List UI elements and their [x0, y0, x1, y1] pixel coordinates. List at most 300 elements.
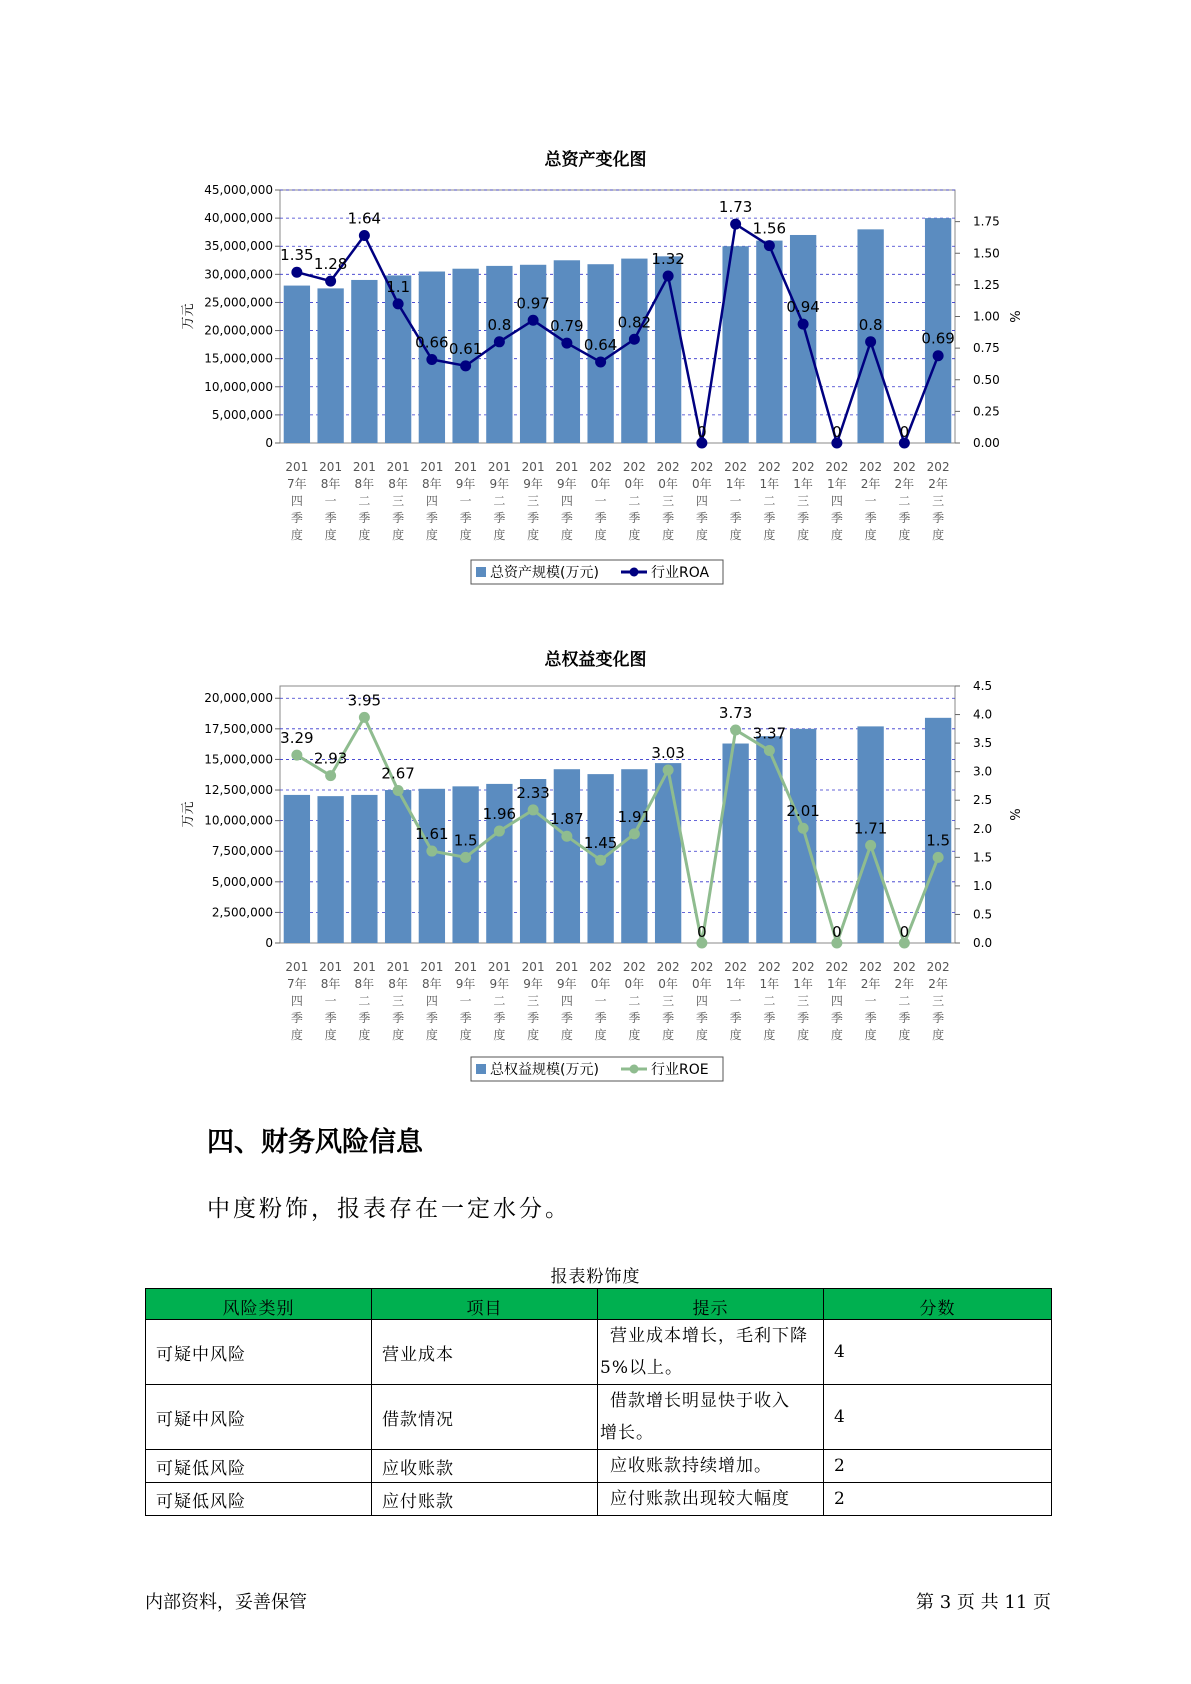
x-tick-label: 7年	[287, 977, 307, 991]
x-tick-label: 度	[527, 528, 540, 542]
x-tick-label: 201	[285, 960, 309, 974]
y2-tick-label: 4.0	[973, 707, 993, 722]
tip-cell	[598, 1483, 824, 1516]
bar	[284, 286, 310, 443]
x-tick-label: 度	[695, 1028, 708, 1042]
x-tick-label: 8年	[388, 977, 408, 991]
tip-cell	[598, 1450, 824, 1483]
data-point	[865, 336, 876, 347]
y-axis-title: 万元	[181, 303, 196, 330]
legend-line-label: 行业ROA	[651, 565, 710, 581]
tip-line-1: 应收账款持续增加。	[610, 1456, 772, 1476]
y2-tick-label: 1.0	[973, 878, 993, 893]
x-tick-label: 202	[622, 960, 646, 974]
table-row	[146, 1450, 1052, 1483]
legend-bar-swatch	[476, 567, 486, 577]
x-tick-label: 9年	[489, 977, 510, 991]
data-label: 0.8	[858, 315, 883, 334]
data-label: 0.79	[550, 317, 584, 336]
x-tick-label: 202	[724, 460, 748, 474]
x-tick-label: 度	[898, 1028, 911, 1042]
y2-tick-label: 2.0	[973, 821, 993, 836]
x-tick-label: 202	[892, 960, 916, 974]
x-tick-label: 度	[763, 528, 776, 542]
x-tick-label: 1年	[793, 477, 813, 491]
x-tick-label: 度	[425, 528, 438, 542]
tip-line-1: 应付账款出现较大幅度	[610, 1489, 790, 1509]
x-tick-label: 一	[324, 994, 337, 1008]
table-row	[146, 1320, 1052, 1385]
x-tick-label: 9年	[455, 477, 476, 491]
bar	[621, 769, 647, 943]
x-tick-label: 二	[493, 494, 506, 508]
x-tick-label: 1年	[827, 477, 847, 491]
legend-bar-label: 总权益规模(万元)	[490, 1062, 599, 1078]
x-tick-label: 201	[352, 460, 376, 474]
x-tick-label: 202	[589, 460, 613, 474]
data-point	[494, 336, 505, 347]
legend-bar-label: 总资产规模(万元)	[490, 565, 599, 581]
data-label: 0.8	[487, 315, 512, 334]
x-tick-label: 201	[555, 460, 579, 474]
data-label: 0	[899, 923, 910, 941]
x-tick-label: 季	[662, 511, 675, 525]
x-tick-label: 202	[791, 960, 815, 974]
x-tick-label: 度	[493, 1028, 506, 1042]
x-tick-label: 201	[487, 460, 511, 474]
x-tick-label: 2年	[860, 477, 881, 491]
x-tick-label: 9年	[557, 477, 577, 491]
x-tick-label: 度	[358, 528, 371, 542]
x-tick-label: 季	[830, 1011, 843, 1025]
legend-line-marker	[630, 568, 639, 577]
x-tick-label: 202	[926, 960, 950, 974]
data-label: 3.95	[347, 691, 382, 710]
x-tick-label: 季	[729, 511, 742, 525]
x-tick-label: 季	[695, 1011, 708, 1025]
y2-tick-label: 4.5	[973, 679, 993, 693]
x-tick-label: 四	[425, 494, 438, 508]
y-tick-label: 35,000,000	[204, 239, 273, 254]
x-tick-label: 度	[290, 528, 303, 542]
data-label: 0	[697, 423, 707, 441]
data-label: 1.5	[453, 831, 478, 850]
x-tick-label: 季	[459, 511, 472, 525]
x-tick-label: 度	[493, 528, 506, 542]
x-tick-label: 201	[285, 460, 309, 474]
x-tick-label: 202	[791, 460, 815, 474]
data-point	[291, 267, 302, 278]
x-tick-label: 季	[898, 511, 911, 525]
x-tick-label: 四	[425, 994, 438, 1008]
data-point	[528, 315, 539, 326]
y2-axis-title: %	[1006, 808, 1021, 821]
x-tick-label: 度	[763, 1028, 776, 1042]
x-tick-label: 202	[622, 460, 646, 474]
bar	[452, 786, 478, 943]
y-tick-label: 15,000,000	[204, 351, 273, 366]
x-tick-label: 202	[589, 960, 613, 974]
x-tick-label: 三	[797, 494, 810, 508]
x-tick-label: 201	[454, 960, 478, 974]
x-tick-label: 0年	[624, 477, 645, 491]
x-tick-label: 季	[830, 511, 843, 525]
bar	[419, 789, 445, 943]
data-label: 0	[832, 923, 842, 941]
x-tick-label: 季	[324, 1011, 337, 1025]
data-label: 1.96	[482, 805, 517, 824]
total-equity-chart	[0, 675, 1191, 1105]
data-point	[629, 828, 640, 839]
x-tick-label: 季	[392, 511, 405, 525]
x-tick-label: 二	[628, 494, 641, 508]
y2-tick-label: 1.25	[973, 277, 1000, 292]
x-tick-label: 季	[628, 511, 641, 525]
x-tick-label: 202	[724, 960, 748, 974]
x-tick-label: 202	[656, 460, 680, 474]
header-tip: 提示	[598, 1289, 824, 1320]
y2-tick-label: 1.50	[973, 246, 1000, 261]
x-tick-label: 一	[729, 994, 742, 1008]
score-cell: 2	[824, 1483, 1052, 1516]
data-label: 1.28	[313, 255, 348, 274]
x-tick-label: 一	[864, 494, 877, 508]
x-tick-label: 季	[425, 1011, 438, 1025]
y-tick-label: 0	[265, 936, 273, 950]
y2-axis-title: %	[1006, 310, 1021, 323]
data-label: 0	[697, 923, 707, 941]
x-tick-label: 8年	[422, 977, 442, 991]
x-tick-label: 度	[459, 528, 472, 542]
data-label: 1.56	[752, 219, 787, 238]
y2-tick-label: 2.5	[973, 793, 993, 808]
x-tick-label: 季	[898, 1011, 911, 1025]
x-tick-label: 季	[425, 511, 438, 525]
legend-bar-swatch	[476, 1064, 486, 1074]
table-row	[146, 1385, 1052, 1450]
x-tick-label: 度	[797, 1028, 810, 1042]
tip-cell	[598, 1385, 824, 1450]
x-tick-label: 0年	[590, 977, 611, 991]
x-tick-label: 8年	[354, 477, 375, 491]
x-tick-label: 202	[757, 960, 781, 974]
y2-tick-label: 3.5	[973, 736, 993, 751]
data-point	[730, 724, 741, 735]
x-tick-label: 季	[527, 511, 540, 525]
y-tick-label: 20,000,000	[204, 691, 273, 706]
x-tick-label: 四	[695, 494, 708, 508]
data-point	[933, 350, 944, 361]
bar	[385, 790, 411, 943]
y-tick-label: 7,500,000	[211, 844, 273, 859]
data-point	[528, 804, 539, 815]
x-tick-label: 度	[560, 1028, 573, 1042]
bar	[756, 241, 782, 443]
x-tick-label: 8年	[354, 977, 375, 991]
x-tick-label: 度	[358, 1028, 371, 1042]
bar	[790, 235, 816, 443]
x-tick-label: 季	[594, 1011, 607, 1025]
x-tick-label: 8年	[422, 477, 442, 491]
x-tick-label: 度	[324, 1028, 337, 1042]
risk-table	[145, 1288, 1052, 1516]
data-label: 0.64	[583, 336, 618, 355]
data-label: 3.73	[718, 703, 753, 722]
x-tick-label: 度	[864, 528, 877, 542]
data-point	[359, 230, 370, 241]
data-label: 0.94	[786, 298, 820, 317]
x-tick-label: 季	[763, 511, 776, 525]
data-label: 0.69	[921, 329, 955, 348]
data-point	[798, 319, 809, 330]
x-tick-label: 202	[859, 460, 883, 474]
x-tick-label: 季	[628, 1011, 641, 1025]
x-tick-label: 度	[932, 1028, 945, 1042]
header-item: 项目	[372, 1289, 598, 1320]
data-label: 1.87	[550, 810, 584, 829]
chart-title-total-assets: 总资产变化图	[544, 150, 647, 170]
x-tick-label: 2年	[860, 977, 881, 991]
x-tick-label: 季	[324, 511, 337, 525]
data-point	[595, 855, 606, 866]
x-tick-label: 201	[521, 960, 545, 974]
data-point	[933, 852, 944, 863]
table-caption: 报表粉饰度	[550, 1267, 641, 1287]
x-tick-label: 一	[864, 994, 877, 1008]
x-tick-label: 202	[825, 460, 849, 474]
x-tick-label: 度	[628, 1028, 641, 1042]
data-point	[663, 764, 674, 775]
data-label: 1.73	[718, 198, 753, 217]
x-tick-label: 度	[898, 528, 911, 542]
risk-category-cell: 可疑低风险	[146, 1483, 372, 1516]
y-tick-label: 40,000,000	[204, 211, 273, 226]
data-label: 1.45	[583, 834, 618, 853]
tip-line-2: 5%以上。	[600, 1358, 683, 1378]
section-heading: 四、财务风险信息	[207, 1127, 423, 1158]
x-tick-label: 202	[825, 960, 849, 974]
x-tick-label: 三	[932, 994, 945, 1008]
x-tick-label: 201	[420, 460, 444, 474]
x-tick-label: 8年	[320, 477, 341, 491]
x-tick-label: 度	[594, 1028, 607, 1042]
data-point	[460, 852, 471, 863]
x-tick-label: 度	[797, 528, 810, 542]
x-tick-label: 一	[459, 994, 472, 1008]
data-label: 0	[899, 423, 910, 441]
x-tick-label: 201	[386, 960, 410, 974]
bar	[554, 260, 580, 443]
x-tick-label: 0年	[658, 477, 678, 491]
score-cell: 4	[824, 1320, 1052, 1385]
header-risk-category: 风险类别	[146, 1289, 372, 1320]
bar	[486, 266, 512, 443]
x-tick-label: 2年	[928, 477, 948, 491]
x-tick-label: 8年	[388, 477, 408, 491]
x-tick-label: 四	[290, 494, 303, 508]
data-point	[629, 334, 640, 345]
x-tick-label: 季	[763, 1011, 776, 1025]
x-tick-label: 二	[898, 994, 911, 1008]
footer-confidential: 内部资料，妥善保管	[145, 1592, 307, 1613]
bar	[284, 795, 310, 943]
y2-tick-label: 0.00	[973, 436, 1000, 450]
x-tick-label: 二	[493, 994, 506, 1008]
data-label: 3.37	[752, 724, 787, 743]
x-tick-label: 季	[932, 511, 945, 525]
tip-line-1: 借款增长明显快于收入	[610, 1391, 790, 1411]
item-cell: 应付账款	[372, 1483, 598, 1516]
x-tick-label: 一	[594, 994, 607, 1008]
data-label: 1.5	[926, 831, 951, 850]
x-tick-label: 1年	[827, 977, 847, 991]
x-tick-label: 四	[830, 994, 843, 1008]
data-label: 1.71	[853, 819, 888, 838]
x-tick-label: 二	[358, 494, 371, 508]
y-tick-label: 5,000,000	[211, 407, 273, 422]
x-tick-label: 季	[290, 1011, 303, 1025]
bar	[351, 280, 377, 443]
x-tick-label: 7年	[287, 477, 307, 491]
x-tick-label: 季	[662, 1011, 675, 1025]
x-tick-label: 四	[560, 494, 573, 508]
y2-tick-label: 1.5	[973, 850, 993, 865]
x-tick-label: 四	[830, 494, 843, 508]
x-tick-label: 度	[459, 1028, 472, 1042]
x-tick-label: 2年	[894, 977, 915, 991]
data-label: 2.67	[381, 764, 415, 783]
tip-cell	[598, 1320, 824, 1385]
x-tick-label: 0年	[692, 477, 712, 491]
bar	[722, 744, 748, 943]
data-point	[393, 785, 404, 796]
y2-tick-label: 1.75	[973, 214, 1000, 229]
x-tick-label: 季	[290, 511, 303, 525]
y2-tick-label: 0.5	[973, 907, 993, 922]
x-tick-label: 季	[864, 511, 877, 525]
x-tick-label: 度	[830, 528, 843, 542]
y-tick-label: 20,000,000	[204, 323, 273, 338]
x-tick-label: 季	[797, 1011, 810, 1025]
x-tick-label: 三	[392, 994, 405, 1008]
x-tick-label: 1年	[759, 977, 780, 991]
table-row	[146, 1483, 1052, 1516]
bar	[351, 795, 377, 943]
chart-title-total-equity: 总权益变化图	[544, 650, 647, 670]
data-point	[325, 276, 336, 287]
x-tick-label: 9年	[523, 977, 543, 991]
x-tick-label: 202	[892, 460, 916, 474]
x-tick-label: 9年	[455, 977, 476, 991]
x-tick-label: 201	[352, 960, 376, 974]
bar	[520, 265, 546, 443]
x-tick-label: 202	[656, 960, 680, 974]
x-tick-label: 0年	[624, 977, 645, 991]
x-tick-label: 1年	[725, 977, 746, 991]
x-tick-label: 9年	[489, 477, 510, 491]
x-tick-label: 季	[493, 1011, 506, 1025]
x-tick-label: 四	[560, 994, 573, 1008]
tip-line-1: 营业成本增长，毛利下降	[610, 1326, 808, 1346]
y2-tick-label: 0.0	[973, 936, 993, 950]
bar	[317, 796, 343, 943]
x-tick-label: 度	[290, 1028, 303, 1042]
score-cell: 4	[824, 1385, 1052, 1450]
item-cell: 应收账款	[372, 1450, 598, 1483]
data-point	[865, 840, 876, 851]
bar	[790, 729, 816, 943]
x-tick-label: 三	[527, 994, 540, 1008]
x-tick-label: 三	[392, 494, 405, 508]
x-tick-label: 一	[324, 494, 337, 508]
x-tick-label: 三	[527, 494, 540, 508]
y2-tick-label: 1.00	[973, 309, 1000, 324]
total-assets-chart	[0, 175, 1191, 625]
item-cell: 营业成本	[372, 1320, 598, 1385]
data-label: 2.01	[786, 802, 820, 821]
x-tick-label: 季	[392, 1011, 405, 1025]
y-tick-label: 10,000,000	[204, 813, 273, 828]
x-tick-label: 季	[797, 511, 810, 525]
data-label: 1.64	[347, 209, 382, 228]
x-tick-label: 1年	[793, 977, 813, 991]
data-point	[325, 770, 336, 781]
data-point	[764, 240, 775, 251]
data-point	[561, 338, 572, 349]
x-tick-label: 1年	[759, 477, 780, 491]
data-point	[460, 360, 471, 371]
data-label: 1.32	[651, 250, 685, 269]
data-label: 2.93	[313, 749, 348, 768]
x-tick-label: 度	[560, 528, 573, 542]
x-tick-label: 度	[729, 1028, 742, 1042]
bar	[317, 288, 343, 443]
x-tick-label: 202	[690, 960, 714, 974]
x-tick-label: 二	[628, 994, 641, 1008]
x-tick-label: 季	[358, 1011, 371, 1025]
x-tick-label: 度	[628, 528, 641, 542]
y-tick-label: 45,000,000	[204, 183, 273, 197]
data-label: 1.61	[415, 825, 449, 844]
x-tick-label: 季	[729, 1011, 742, 1025]
x-tick-label: 二	[358, 994, 371, 1008]
y2-tick-label: 0.75	[973, 341, 1000, 356]
data-point	[426, 846, 437, 857]
data-point	[291, 750, 302, 761]
x-tick-label: 一	[459, 494, 472, 508]
bar	[554, 769, 580, 943]
y2-tick-label: 0.50	[973, 372, 1000, 387]
item-cell: 借款情况	[372, 1385, 598, 1450]
data-label: 0	[832, 423, 842, 441]
x-tick-label: 2年	[894, 477, 915, 491]
bar	[621, 259, 647, 443]
y-tick-label: 17,500,000	[204, 721, 273, 736]
data-point	[764, 745, 775, 756]
x-tick-label: 度	[830, 1028, 843, 1042]
x-tick-label: 三	[797, 994, 810, 1008]
y2-tick-label: 3.0	[973, 764, 993, 779]
data-point	[359, 712, 370, 723]
x-tick-label: 二	[898, 494, 911, 508]
data-point	[730, 219, 741, 230]
x-tick-label: 度	[864, 1028, 877, 1042]
x-tick-label: 季	[560, 511, 573, 525]
data-label: 0.66	[415, 333, 449, 352]
data-label: 1.35	[280, 246, 314, 265]
x-tick-label: 季	[932, 1011, 945, 1025]
bar	[655, 256, 681, 443]
